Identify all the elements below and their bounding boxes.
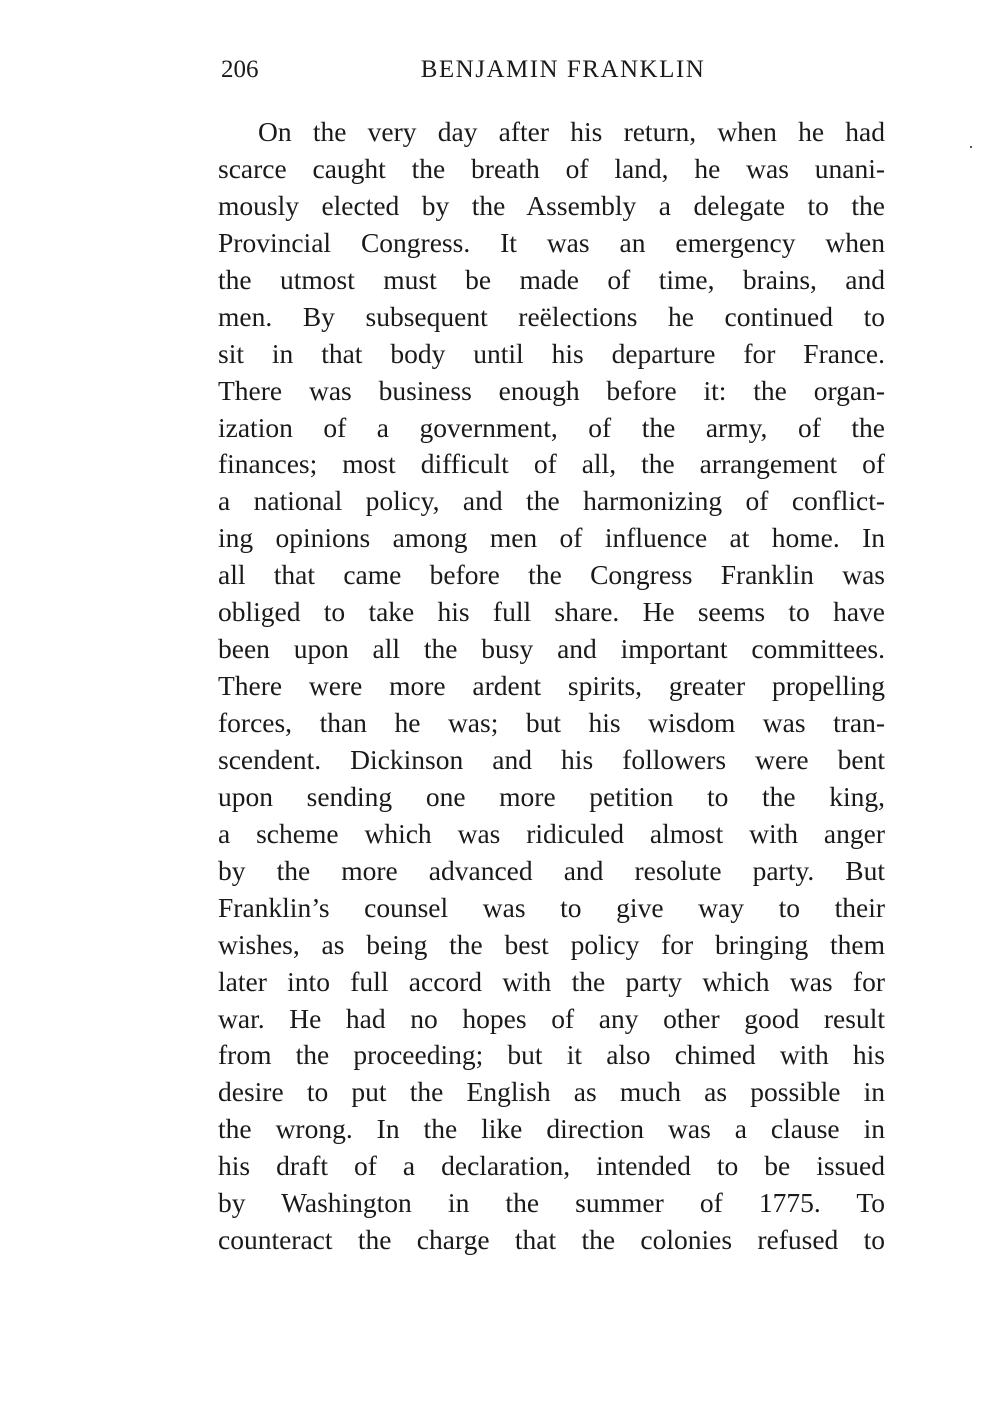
text-line: the wrong. In the like direction was a clause in <box>218 1113 885 1145</box>
text-line: all that came before the Congress Franklin was <box>218 559 885 591</box>
text-line: On the very day after his return, when he had <box>258 116 885 147</box>
text-line: Provincial Congress. It was an emergency when <box>218 226 885 258</box>
text-line: a national policy, and the harmonizing of conflict- <box>218 485 885 517</box>
text-line: from the proceeding; but it also chimed with his <box>218 1039 885 1071</box>
text-line: There was business enough before it: the organ- <box>218 374 885 406</box>
text-line: forces, than he was; but his wisdom was tran- <box>218 707 885 738</box>
text-line: finances; most difficult of all, the arrangement of <box>218 448 885 480</box>
scan-speck <box>970 146 972 148</box>
text-line: scendent. Dickinson and his followers were bent <box>218 743 885 775</box>
text-line: scarce caught the breath of land, he was unani- <box>218 152 885 184</box>
page-number: 206 <box>221 56 259 83</box>
text-line: upon sending one more petition to the king, <box>218 780 885 812</box>
text-line: later into full accord with the party which was for <box>218 965 885 997</box>
text-line: war. He had no hopes of any other good result <box>218 1002 885 1034</box>
text-line: obliged to take his full share. He seems to have <box>218 596 885 628</box>
text-line: There were more ardent spirits, greater propelling <box>218 670 885 702</box>
text-line: wishes, as being the best policy for bringing them <box>218 928 885 960</box>
text-line: counteract the charge that the colonies refused to <box>218 1224 885 1256</box>
text-line: his draft of a declaration, intended to be issued <box>218 1150 885 1182</box>
text-line: men. By subsequent reëlections he continued to <box>218 300 885 332</box>
text-line: desire to put the English as much as possible in <box>218 1076 885 1108</box>
text-line: the utmost must be made of time, brains, and <box>218 263 885 295</box>
text-line: sit in that body until his departure for France. <box>218 337 885 369</box>
text-line: mously elected by the Assembly a delegate to the <box>218 189 885 221</box>
body-paragraph <box>218 114 885 1259</box>
text-line: Franklin’s counsel was to give way to their <box>218 891 885 923</box>
text-line: ization of a government, of the army, of the <box>218 411 885 443</box>
text-line: ing opinions among men of influence at home. In <box>218 522 885 554</box>
running-title: BENJAMIN FRANKLIN <box>420 56 706 83</box>
text-line: a scheme which was ridiculed almost with anger <box>218 817 885 849</box>
page-header <box>221 56 885 92</box>
text-line: by Washington in the summer of 1775. To <box>218 1187 885 1219</box>
text-line: by the more advanced and resolute party. But <box>218 854 885 886</box>
text-line: been upon all the busy and important committees. <box>218 633 885 665</box>
